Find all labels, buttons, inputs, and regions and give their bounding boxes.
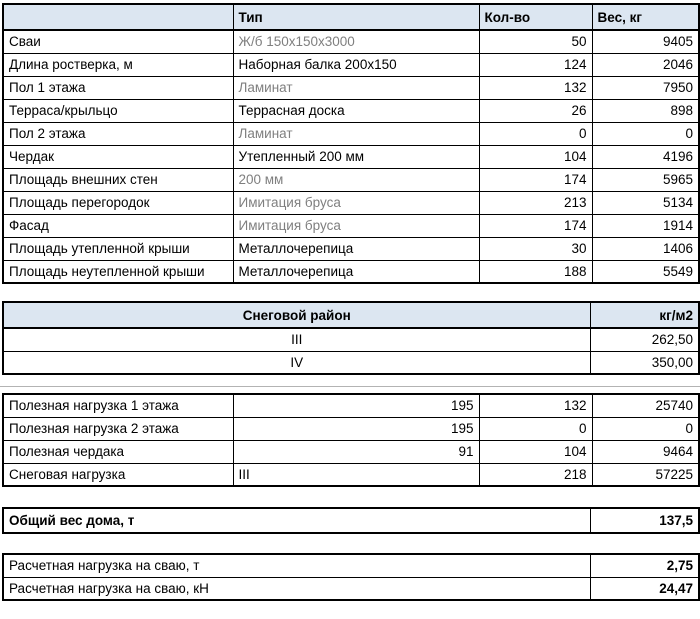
snow-region-cell[interactable]: IV	[3, 351, 590, 374]
qty-cell[interactable]: 50	[479, 30, 592, 53]
qty-cell[interactable]: 124	[479, 53, 592, 76]
qty-cell[interactable]: 30	[479, 237, 592, 260]
param-cell[interactable]: 195	[233, 394, 479, 417]
pile-load-value-cell[interactable]: 24,47	[590, 577, 699, 600]
row-label-cell[interactable]: Сваи	[3, 30, 233, 53]
row-label-cell[interactable]: Фасад	[3, 214, 233, 237]
weight-cell[interactable]: 5549	[592, 260, 699, 283]
table-row	[3, 237, 699, 260]
table-row	[3, 76, 699, 99]
row-label-cell[interactable]: Полезная нагрузка 1 этажа	[3, 394, 233, 417]
qty-cell[interactable]: 174	[479, 168, 592, 191]
weight-cell[interactable]: 2046	[592, 53, 699, 76]
materials-header-weight-cell[interactable]: Вес, кг	[592, 4, 699, 30]
table-row	[3, 463, 699, 486]
row-label-cell[interactable]: Площадь внешних стен	[3, 168, 233, 191]
row-label-cell[interactable]: Пол 2 этажа	[3, 122, 233, 145]
type-cell[interactable]: 200 мм	[233, 168, 479, 191]
qty-cell[interactable]: 104	[479, 145, 592, 168]
weight-cell[interactable]: 7950	[592, 76, 699, 99]
table-row	[3, 351, 699, 374]
table-row	[3, 168, 699, 191]
row-label-cell[interactable]: Терраса/крыльцо	[3, 99, 233, 122]
total-weight-value-cell[interactable]: 137,5	[590, 508, 699, 533]
table-row	[3, 577, 699, 600]
qty-cell[interactable]: 0	[479, 122, 592, 145]
weight-cell[interactable]: 0	[592, 122, 699, 145]
table-row	[3, 260, 699, 283]
table-row	[3, 191, 699, 214]
pile-load-table	[2, 553, 700, 601]
materials-header-empty-cell[interactable]	[3, 4, 233, 30]
table-row	[3, 440, 699, 463]
type-cell[interactable]: Ламинат	[233, 122, 479, 145]
snow-header-row	[3, 302, 699, 328]
type-cell[interactable]: Террасная доска	[233, 99, 479, 122]
row-label-cell[interactable]: Площадь перегородок	[3, 191, 233, 214]
total-weight-label-cell[interactable]: Общий вес дома, т	[3, 508, 590, 533]
row-label-cell[interactable]: Площадь утепленной крыши	[3, 237, 233, 260]
snow-region-table	[2, 301, 700, 375]
type-cell[interactable]: Имитация бруса	[233, 191, 479, 214]
snow-value-cell[interactable]: 262,50	[590, 328, 699, 351]
table-row	[3, 417, 699, 440]
separator-line	[0, 386, 700, 387]
materials-header-qty-cell[interactable]: Кол-во	[479, 4, 592, 30]
weight-cell[interactable]: 9405	[592, 30, 699, 53]
table-row	[3, 394, 699, 417]
row-label-cell[interactable]: Полезная чердака	[3, 440, 233, 463]
weight-cell[interactable]: 1914	[592, 214, 699, 237]
qty-cell[interactable]: 213	[479, 191, 592, 214]
table-row	[3, 145, 699, 168]
snow-region-title-cell[interactable]: Снеговой район	[3, 302, 590, 328]
table-row	[3, 508, 699, 533]
weight-cell[interactable]: 1406	[592, 237, 699, 260]
type-cell[interactable]: Наборная балка 200х150	[233, 53, 479, 76]
type-cell[interactable]: Утепленный 200 мм	[233, 145, 479, 168]
pile-load-label-cell[interactable]: Расчетная нагрузка на сваю, т	[3, 554, 590, 577]
table-row	[3, 99, 699, 122]
param-cell[interactable]: III	[233, 463, 479, 486]
qty-cell[interactable]: 132	[479, 76, 592, 99]
total-weight-table	[2, 507, 700, 534]
table-row	[3, 214, 699, 237]
param-cell[interactable]: 91	[233, 440, 479, 463]
table-row	[3, 328, 699, 351]
table-row	[3, 554, 699, 577]
qty-cell[interactable]: 0	[479, 417, 592, 440]
qty-cell[interactable]: 104	[479, 440, 592, 463]
row-label-cell[interactable]: Полезная нагрузка 2 этажа	[3, 417, 233, 440]
table-row	[3, 30, 699, 53]
row-label-cell[interactable]: Снеговая нагрузка	[3, 463, 233, 486]
weight-cell[interactable]: 9464	[592, 440, 699, 463]
qty-cell[interactable]: 218	[479, 463, 592, 486]
pile-load-label-cell[interactable]: Расчетная нагрузка на сваю, кН	[3, 577, 590, 600]
type-cell[interactable]: Металлочерепица	[233, 237, 479, 260]
qty-cell[interactable]: 174	[479, 214, 592, 237]
qty-cell[interactable]: 26	[479, 99, 592, 122]
type-cell[interactable]: Металлочерепица	[233, 260, 479, 283]
type-cell[interactable]: Ламинат	[233, 76, 479, 99]
weight-cell[interactable]: 57225	[592, 463, 699, 486]
param-cell[interactable]: 195	[233, 417, 479, 440]
row-label-cell[interactable]: Площадь неутепленной крыши	[3, 260, 233, 283]
type-cell[interactable]: Имитация бруса	[233, 214, 479, 237]
table-row	[3, 53, 699, 76]
weight-cell[interactable]: 4196	[592, 145, 699, 168]
row-label-cell[interactable]: Чердак	[3, 145, 233, 168]
snow-region-cell[interactable]: III	[3, 328, 590, 351]
weight-cell[interactable]: 5965	[592, 168, 699, 191]
snow-value-cell[interactable]: 350,00	[590, 351, 699, 374]
pile-load-value-cell[interactable]: 2,75	[590, 554, 699, 577]
loads-table	[2, 393, 700, 487]
weight-cell[interactable]: 25740	[592, 394, 699, 417]
materials-header-type-cell[interactable]: Тип	[233, 4, 479, 30]
materials-table	[2, 3, 700, 284]
snow-unit-cell[interactable]: кг/м2	[590, 302, 699, 328]
row-label-cell[interactable]: Пол 1 этажа	[3, 76, 233, 99]
qty-cell[interactable]: 132	[479, 394, 592, 417]
weight-cell[interactable]: 5134	[592, 191, 699, 214]
materials-header-row	[3, 4, 699, 30]
qty-cell[interactable]: 188	[479, 260, 592, 283]
row-label-cell[interactable]: Длина ростверка, м	[3, 53, 233, 76]
weight-cell[interactable]: 898	[592, 99, 699, 122]
table-row	[3, 122, 699, 145]
type-cell[interactable]: Ж/б 150х150х3000	[233, 30, 479, 53]
weight-cell[interactable]: 0	[592, 417, 699, 440]
